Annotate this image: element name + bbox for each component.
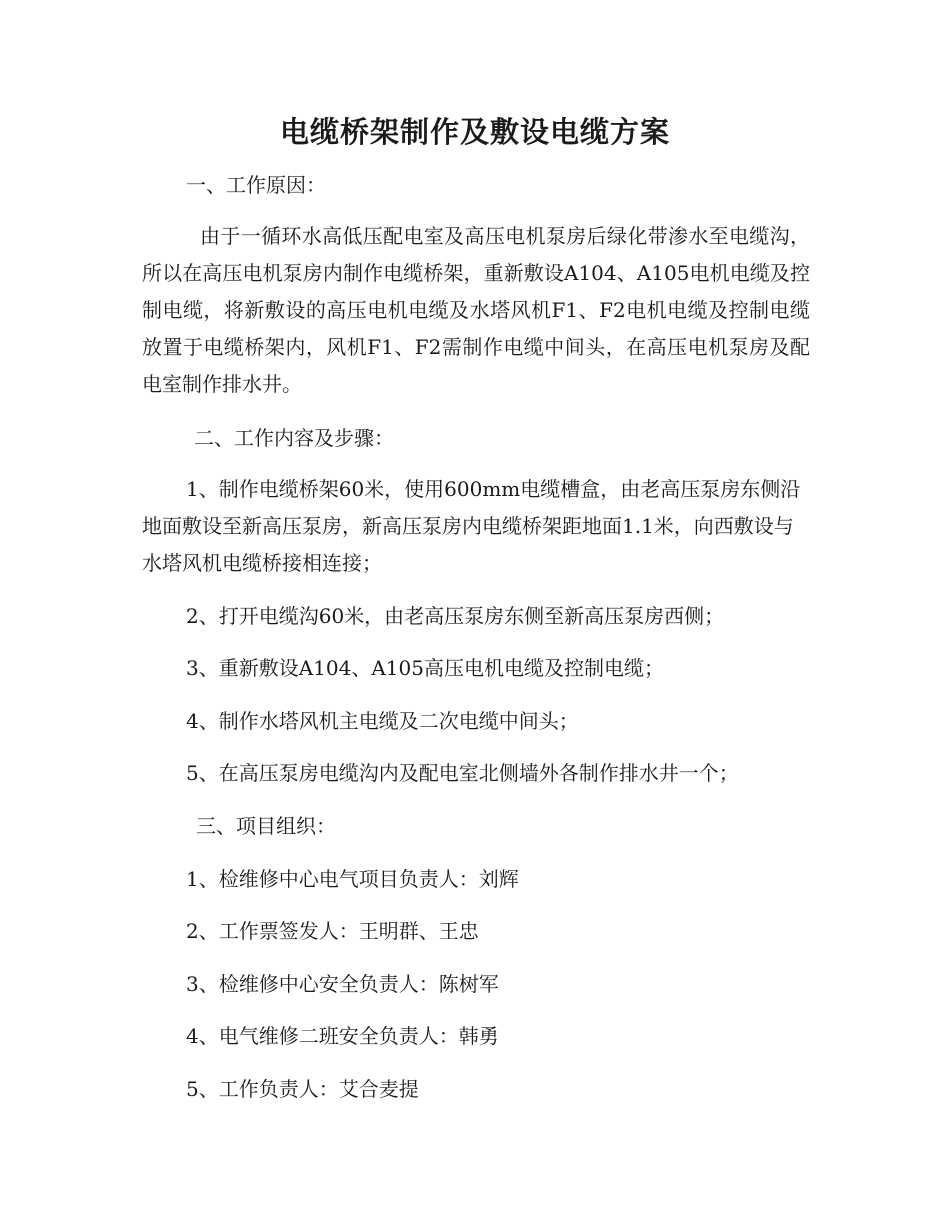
content-step-1: 1、制作电缆桥架60米，使用600mm电缆槽盒，由老高压泵房东侧沿地面敷设至新高压泵房，新高压泵房内电缆桥架距地面1.1米，向西敷设与水塔风机电缆桥接相连接；: [142, 477, 801, 575]
section-heading-organization: 三、项目组织：: [196, 814, 336, 838]
organization-item-4: 4、电气维修二班安全负责人：韩勇: [186, 1024, 499, 1048]
content-step-3: 3、重新敷设A104、A105高压电机电缆及控制电缆；: [186, 656, 664, 680]
section-heading-content: 二、工作内容及步骤：: [194, 426, 394, 450]
reason-paragraph: 由于一循环水高低压配电室及高压电机泵房后绿化带渗水至电缆沟，所以在高压电机泵房内制作电缆桥架，重新敷设A104、A105电机电缆及控制电缆，将新敷设的高压电机电缆及水塔风机F1、F2电机电缆及控制电缆放置于电缆桥架内，风机F1、F2需制作电缆中间头，在高压电机泵房及配电室制作排水井。: [142, 224, 810, 396]
organization-item-5: 5、工作负责人：艾合麦提: [186, 1077, 419, 1101]
organization-item-3: 3、检维修中心安全负责人：陈树军: [186, 972, 499, 996]
content-step-4: 4、制作水塔风机主电缆及二次电缆中间头；: [186, 709, 579, 733]
document-title: 电缆桥架制作及敷设电缆方案: [279, 115, 670, 149]
content-step-2: 2、打开电缆沟60米，由老高压泵房东侧至新高压泵房西侧；: [186, 604, 725, 628]
section-heading-reason: 一、工作原因：: [186, 173, 326, 197]
organization-item-2: 2、工作票签发人：王明群、王忠: [186, 919, 479, 943]
organization-item-1: 1、检维修中心电气项目负责人：刘辉: [186, 867, 519, 891]
content-step-5: 5、在高压泵房电缆沟内及配电室北侧墙外各制作排水井一个；: [186, 761, 739, 785]
